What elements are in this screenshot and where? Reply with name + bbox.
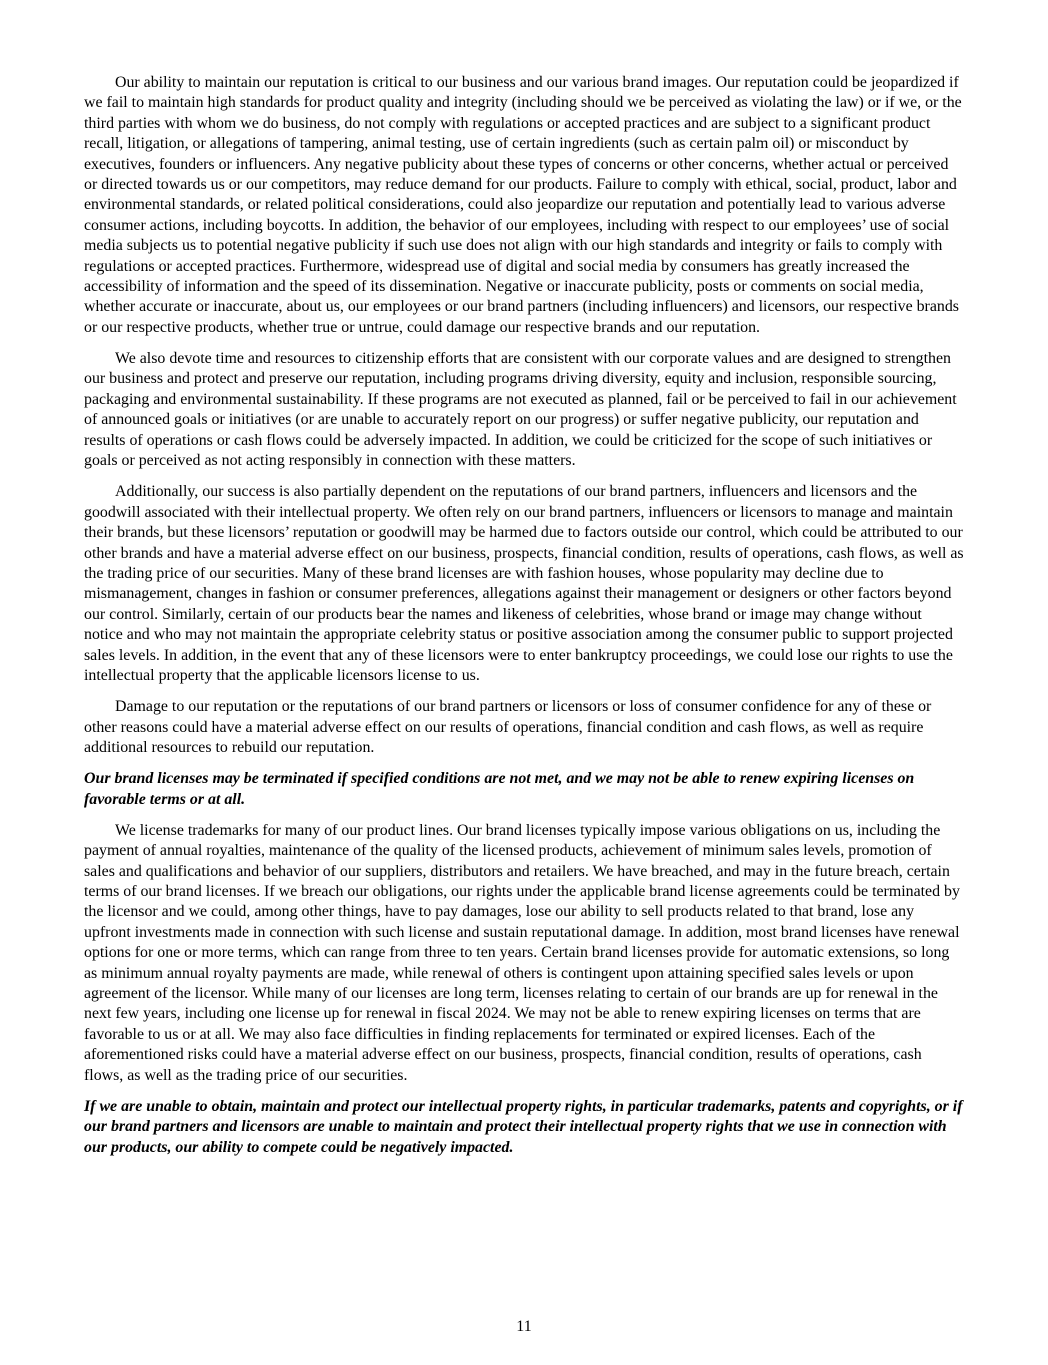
paragraph-damage: Damage to our reputation or the reputations of our brand partners or licensors or loss of consumer confidence for any of these or other reasons could have a material adverse effect on our results of operations, financial condition and cash flows, as well as require additional resources to rebuild our reputation. bbox=[84, 698, 932, 756]
paragraph-brand-partners: Additionally, our success is also partially dependent on the reputations of our brand partners, influencers and licensors and the goodwill associated with their intellectual property. We often rely on our brand partners, influencers or licensors to manage and maintain their brands, but these licensors’ reputation or goodwill may be harmed due to factors outside our control, which could be attributed to our other brands and have a material adverse effect on our business, prospects, financial condition, results of operations, cash flows, as well as the trading price of our securities. Many of these brand licenses are with fashion houses, whose popularity may decline due to mismanagement, changes in fashion or consumer preferences, allegations against their management or designers or other factors beyond our control. Similarly, certain of our products bear the names and likeness of celebrities, whose brand or image may change without notice and who may not maintain the appropriate celebrity status or positive association among the consumer public to support projected sales levels. In addition, in the event that any of these licensors were to enter bankruptcy proceedings, we could lose our rights to use the intellectual property that the applicable licensors license to us. bbox=[84, 483, 964, 684]
page-number: 11 bbox=[516, 1318, 532, 1335]
section-heading-intellectual-property: If we are unable to obtain, maintain and protect our intellectual property rights, in particular trademarks, patents and copyrights, or if our brand partners and licensors are unable to maintain and protect their intellectual property rights that we use in connection with our products, our ability to compete could be negatively impacted. bbox=[84, 1097, 963, 1156]
section-heading-licenses: Our brand licenses may be terminated if specified conditions are not met, and we may not be able to renew expiring licenses on favorable terms or at all. bbox=[84, 770, 915, 808]
paragraph-reputation: Our ability to maintain our reputation is critical to our business and our various brand images. Our reputation could be jeopardized if we fail to maintain high standards for product quality and integrity (including should we be perceived as violating the law) or if we, or the third parties with whom we do business, do not comply with regulations or accepted practices and are subject to a significant product recall, litigation, or allegations of tampering, animal testing, use of certain ingredients (such as certain palm oil) or misconduct by executives, founders or influencers. Any negative publicity about these types of concerns or other concerns, whether actual or perceived or directed towards us or our competitors, may reduce demand for our products. Failure to comply with ethical, social, product, labor and environmental standards, or related political considerations, could also jeopardize our reputation and potentially lead to various adverse consumer actions, including boycotts. In addition, the behavior of our employees, including with respect to our employees’ use of social media subjects us to potential negative publicity if such use does not align with our high standards and integrity or fails to comply with regulations or accepted practices. Furthermore, widespread use of digital and social media by consumers has greatly increased the accessibility of information and the speed of its dissemination. Negative or inaccurate publicity, posts or comments on social media, whether accurate or inaccurate, about us, our employees or our brand partners (including influencers) and licensors, our respective brands or our respective products, whether true or untrue, could damage our respective brands and our reputation. bbox=[84, 74, 962, 336]
paragraph-citizenship: We also devote time and resources to citizenship efforts that are consistent with our corporate values and are designed to strengthen our business and protect and preserve our reputation, including programs driving diversity, equity and inclusion, responsible sourcing, packaging and environmental sustainability. If these programs are not executed as planned, fail or be perceived to fail in our achievement of announced goals or initiatives (or are unable to accurately report on our progress) or suffer negative publicity, our reputation and results of operations or cash flows could be adversely impacted. In addition, we could be criticized for the scope of such initiatives or goals or perceived as not acting responsibly in connection with these matters. bbox=[84, 350, 957, 470]
paragraph-licenses: We license trademarks for many of our product lines. Our brand licenses typically impose various obligations on us, including the payment of annual royalties, maintenance of the quality of the licensed products, achievement of minimum sales levels, promotion of sales and qualifications and behavior of our suppliers, distributors and retailers. We have breached, and may in the future breach, certain terms of our brand licenses. If we breach our obligations, our rights under the applicable brand license agreements could be terminated by the licensor and we could, among other things, have to pay damages, lose our ability to sell products related to that brand, lose any upfront investments made in connection with such license and sustain reputational damage. In addition, most brand licenses have renewal options for one or more terms, which can range from three to ten years. Certain brand licenses provide for automatic extensions, so long as minimum annual royalty payments are made, while renewal of others is contingent upon attaining specified sales levels or upon agreement of the licensor. While many of our licenses are long term, licenses relating to certain of our brands are up for renewal in the next few years, including one license up for renewal in fiscal 2024. We may not be able to renew expiring licenses on terms that are favorable to us or at all. We may also face difficulties in finding replacements for terminated or expired licenses. Each of the aforementioned risks could have a material adverse effect on our business, prospects, financial condition, results of operations, cash flows, as well as the trading price of our securities. bbox=[84, 821, 960, 1084]
document-body bbox=[84, 73, 964, 1169]
